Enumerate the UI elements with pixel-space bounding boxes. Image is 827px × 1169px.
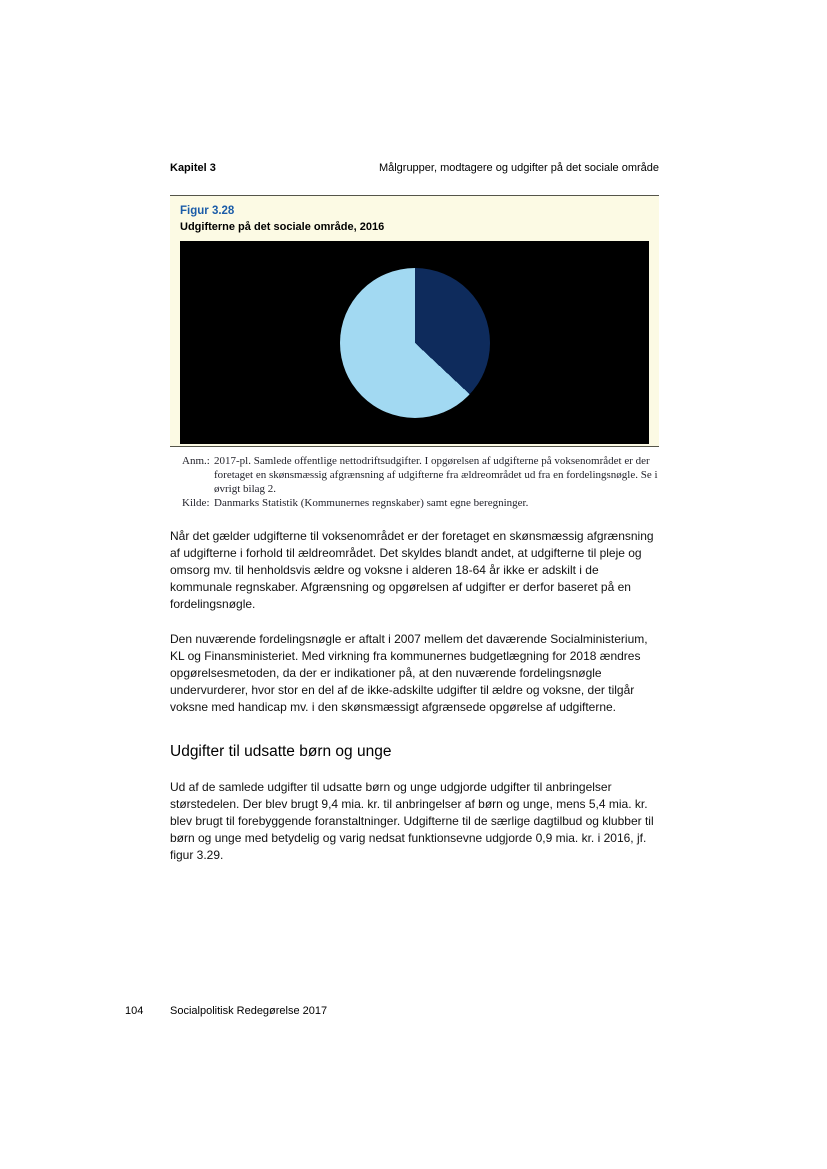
section-heading-udsatte-boern: Udgifter til udsatte børn og unge	[170, 743, 392, 760]
source-text: Danmarks Statistik (Kommunernes regnskaber) samt egne beregninger.	[214, 497, 529, 509]
footer-publication-title: Socialpolitisk Redegørelse 2017	[170, 1005, 328, 1017]
figure-box	[170, 195, 659, 447]
paragraph-afgraensning: Når det gælder udgifterne til voksenområdet er der foretaget en skønsmæssig afgrænsning af udgifterne i forhold til ældreområdet. Det skyldes blandt andet, at udgifterne til pleje og omsorg mv. til henholdsvis ældre og voksne i alderen 18-64 år ikke er adskilt i de kommunale regnskaber. Afgrænsning og opgørelsen af udgifter er derfor baseret på en fordelingsnøgle.	[170, 529, 654, 611]
figure-source-row	[182, 496, 659, 510]
figure-notes	[170, 454, 659, 510]
paragraph-fordelingsnoegle: Den nuværende fordelingsnøgle er aftalt i 2007 mellem det daværende Socialministerium, KL og Finansministeriet. Med virkning fra kommunernes budgetlægning for 2018 ændres opgørelsesmetoden, da der er indikationer på, at den nuværende fordelingsnøgle undervurderer, hvor stor en del af de ikke-adskilte udgifter til ældre og voksne, der tilgår voksne med handicap mv. i den skønsmæssigt afgrænsede opgørelse af udgifterne.	[170, 632, 648, 714]
header-chapter-label: Kapitel 3	[170, 162, 216, 174]
source-label: Kilde:	[182, 497, 210, 509]
paragraph-udsatte-boern: Ud af de samlede udgifter til udsatte børn og unge udgjorde udgifter til anbringelser størstedelen. Der blev brugt 9,4 mia. kr. til anbringelser af børn og unge, mens 5,4 mia. kr. blev brugt til forebyggende foranstaltninger. Udgifterne til de særlige dagtilbud og klubber til børn og unge med betydelig og varig nedsat funktionsevne udgjorde 0,9 mia. kr. i 2016, jf. figur 3.29.	[170, 780, 654, 862]
chart-area	[180, 241, 649, 444]
figure-title: Udgifterne på det sociale område, 2016	[180, 221, 385, 233]
page-header	[170, 0, 659, 174]
note-label: Anm.:	[182, 455, 210, 467]
figure-number-label: Figur 3.28	[180, 205, 235, 217]
page-footer	[125, 1005, 327, 1017]
figure-note-row	[182, 454, 659, 496]
page-number: 104	[125, 1005, 144, 1017]
header-section-title: Målgrupper, modtagere og udgifter på det sociale område	[378, 162, 659, 174]
content-column	[170, 0, 659, 864]
pie-chart	[340, 268, 490, 418]
note-text: 2017-pl. Samlede offentlige nettodriftsudgifter. I opgørelsen af udgifterne på voksenområdet er der foretaget en skønsmæssig afgrænsning af udgifterne fra ældreområdet ud fra en fordelingsnøgle. Se i øvrigt bilag 2.	[214, 455, 658, 495]
